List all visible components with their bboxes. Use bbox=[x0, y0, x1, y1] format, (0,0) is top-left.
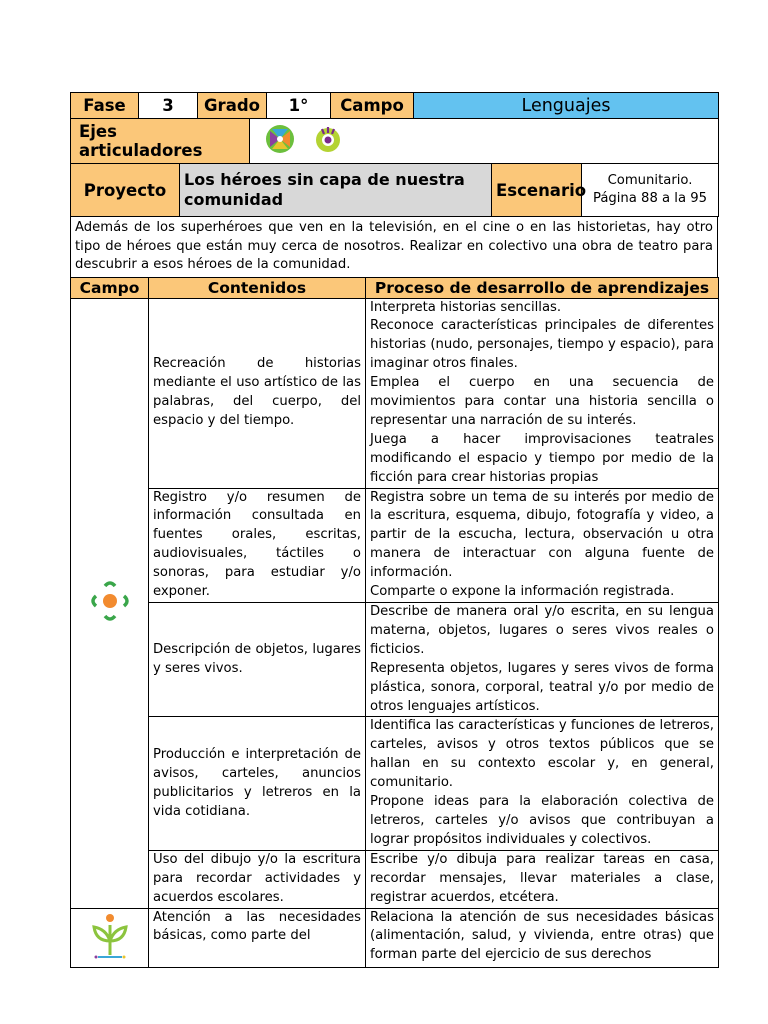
proceso-line: Relaciona la atención de sus necesidades básicas (alimentación, salud, y vivienda, entre otras) que forman parte del ejercicio de sus derechos bbox=[370, 909, 714, 963]
contenido-cell: Uso del dibujo y/o la escritura para recordar actividades y acuerdos escolares. bbox=[149, 850, 366, 908]
table-row bbox=[71, 908, 719, 967]
proceso-cell bbox=[366, 717, 719, 850]
proyecto-label: Proyecto bbox=[71, 164, 180, 217]
proyecto-table bbox=[70, 163, 719, 217]
proceso-line: Interpreta historias sencillas. bbox=[370, 299, 562, 315]
proceso-line: Representa objetos, lugares y seres vivos de forma plástica, sonora, corporal, teatral y/o por medio de otros lenguajes artísticos. bbox=[370, 660, 714, 714]
ejes-table bbox=[70, 118, 719, 164]
description-table bbox=[70, 216, 718, 278]
proceso-line: Juega a hacer improvisaciones teatrales modificando el espacio y tiempo por medio de la ficción para crear historias propias bbox=[370, 431, 714, 485]
campo-icon-cell bbox=[71, 908, 149, 967]
lenguajes-campo-icon bbox=[88, 577, 132, 629]
proceso-line: Registra sobre un tema de su interés por medio de la escritura, esquema, dibujo, fotografía y video, a partir de la escucha, lectura, observación u otra manera de interactuar con alguna fuente de información. bbox=[370, 489, 714, 581]
proceso-cell bbox=[366, 298, 719, 488]
col-header-contenidos: Contenidos bbox=[149, 277, 366, 298]
proceso-line: Emplea el cuerpo en una secuencia de movimientos para contar una historia sencilla o representar una narración de su interés. bbox=[370, 375, 714, 428]
contenido-text: Atención a las necesidades básicas, como parte del bbox=[153, 909, 361, 944]
contenido-cell bbox=[149, 908, 366, 967]
etica-naturaleza-campo-icon bbox=[88, 911, 132, 965]
inclusion-icon bbox=[264, 123, 296, 159]
header-table bbox=[70, 92, 719, 119]
proyecto-title: Los héroes sin capa de nuestra comunidad bbox=[180, 164, 492, 217]
planeacion-document bbox=[70, 92, 718, 968]
proceso-cell bbox=[366, 908, 719, 967]
proceso-cell bbox=[366, 603, 719, 717]
project-description: Además de los superhéroes que ven en la televisión, en el cine o en las historietas, hay otro tipo de héroes que están muy cerca de nosotros. Realizar en colectivo una obra de teatro para descubrir a esos héroes de la comunidad. bbox=[71, 217, 718, 278]
table-row bbox=[71, 488, 719, 602]
contenidos-table bbox=[70, 277, 719, 968]
table-row bbox=[71, 850, 719, 908]
col-header-campo: Campo bbox=[71, 277, 149, 298]
grado-label: Grado bbox=[198, 93, 267, 119]
escenario-value: Comunitario. Página 88 a la 95 bbox=[582, 164, 719, 217]
table-row bbox=[71, 717, 719, 850]
table-row bbox=[71, 298, 719, 488]
proceso-cell bbox=[366, 850, 719, 908]
proceso-line: Identifica las características y funciones de letreros, carteles, avisos y otros textos públicos que se hallan en su contexto escolar y, en general, comunitario. bbox=[370, 718, 714, 791]
campo-icon-cell bbox=[71, 298, 149, 908]
proceso-line: Reconoce características principales de diferentes historias (nudo, personajes, tiempo y espacio), para imaginar otros finales. bbox=[370, 318, 714, 372]
proceso-line: Escribe y/o dibuja para realizar tareas en casa, recordar mensajes, llevar materiales a clase, registrar acuerdos, etcétera. bbox=[370, 851, 714, 905]
campo-value: Lenguajes bbox=[414, 93, 719, 119]
escenario-label: Escenario bbox=[492, 164, 582, 217]
ejes-label: Ejes articuladores bbox=[71, 119, 250, 164]
contenido-cell: Recreación de historias mediante el uso artístico de las palabras, del cuerpo, del espacio y del tiempo. bbox=[149, 298, 366, 488]
proceso-line: Comparte o expone la información registrada. bbox=[370, 584, 675, 600]
contenido-cell: Producción e interpretación de avisos, carteles, anuncios publicitarios y letreros en la vida cotidiana. bbox=[149, 717, 366, 850]
pensamiento-critico-icon bbox=[313, 123, 343, 159]
fase-value: 3 bbox=[139, 93, 198, 119]
proceso-line: Describe de manera oral y/o escrita, en su lengua materna, objetos, lugares o seres vivos reales o ficticios. bbox=[370, 604, 714, 657]
contenido-cell: Registro y/o resumen de información consultada en fuentes orales, escritas, audiovisuales, táctiles o sonoras, para estudiar y/o exponer. bbox=[149, 488, 366, 602]
proceso-line: Propone ideas para la elaboración colectiva de letreros, carteles y/o avisos que contribuyan a lograr propósitos individuales y colectivos. bbox=[370, 794, 714, 847]
grado-value: 1° bbox=[267, 93, 331, 119]
table-row bbox=[71, 603, 719, 717]
contenido-cell: Descripción de objetos, lugares y seres vivos. bbox=[149, 603, 366, 717]
campo-label: Campo bbox=[331, 93, 414, 119]
ejes-icons bbox=[250, 119, 719, 164]
fase-label: Fase bbox=[71, 93, 139, 119]
col-header-proceso: Proceso de desarrollo de aprendizajes bbox=[366, 277, 719, 298]
proceso-cell bbox=[366, 488, 719, 602]
